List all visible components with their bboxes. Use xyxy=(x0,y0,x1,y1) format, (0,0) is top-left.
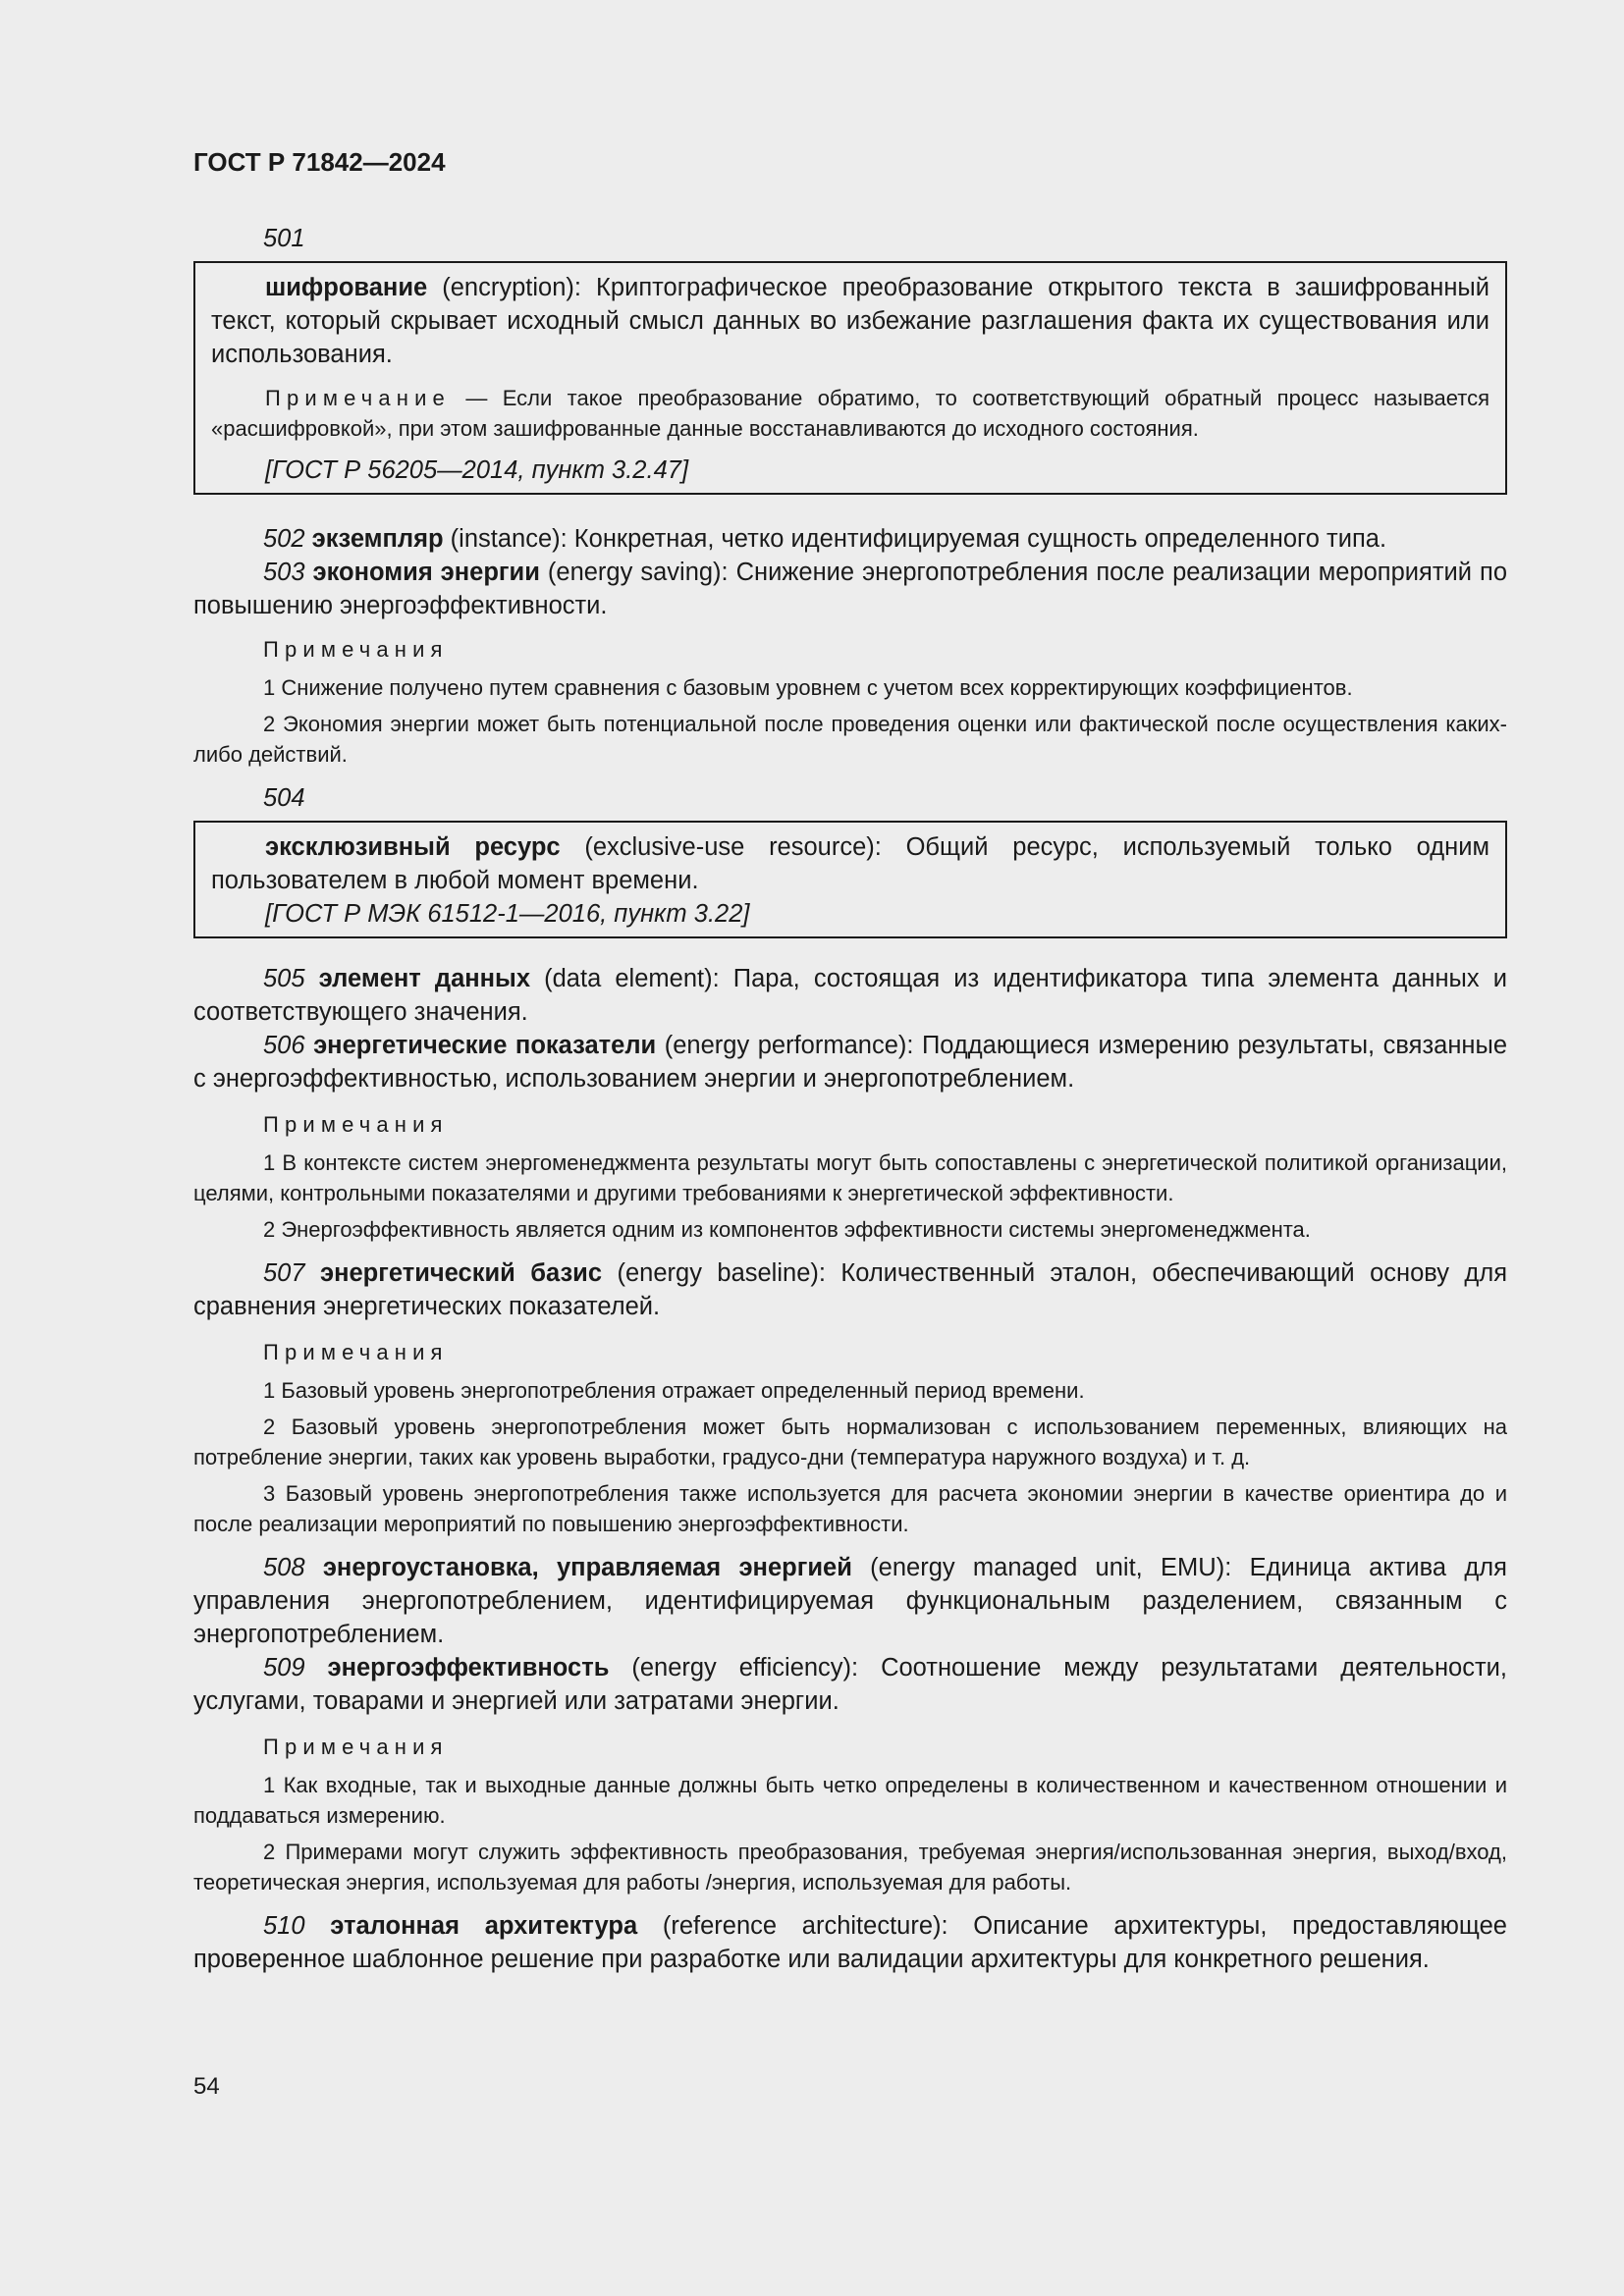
definition-503 xyxy=(193,556,1507,622)
notes-title-509: Примечания xyxy=(263,1735,449,1759)
note-506-2: 2 Энергоэффективность является одним из компонентов эффективности системы энергоменеджмента. xyxy=(263,1217,1311,1242)
note-503-1: 1 Снижение получено путем сравнения с базовым уровнем с учетом всех корректирующих коэффициентов. xyxy=(263,675,1353,700)
definition-text-502: (instance): Конкретная, четко идентифицируемая сущность определенного типа. xyxy=(443,525,1387,553)
page-number: 54 xyxy=(193,2073,220,2100)
entry-number-501: 501 xyxy=(263,225,305,252)
definition-505 xyxy=(193,962,1507,1029)
definition-text-506: (energy performance): Поддающиеся измерению результаты, связанные с энергоэффективностью, использованием энергии и энергопотреблением. xyxy=(193,1032,1508,1093)
source-504: [ГОСТ Р МЭК 61512-1—2016, пункт 3.22] xyxy=(265,900,750,928)
note-501 xyxy=(211,383,1489,444)
note-503-2: 2 Экономия энергии может быть потенциальной после проведения оценки или фактической после осуществления каких-либо действий. xyxy=(193,712,1507,767)
boxed-definition-501 xyxy=(193,261,1507,495)
definition-509 xyxy=(193,1651,1507,1718)
term-502: экземпляр xyxy=(311,525,444,553)
note-507-1: 1 Базовый уровень энергопотребления отражает определенный период времени. xyxy=(263,1378,1085,1403)
entry-number-503: 503 xyxy=(263,559,305,586)
definition-text-508: (energy managed unit, EMU): Единица актива для управления энергопотреблением, идентифицируемая функциональным разделением, связанным с энергопотреблением. xyxy=(193,1554,1507,1648)
definition-508 xyxy=(193,1551,1507,1651)
term-510: эталонная архитектура xyxy=(330,1912,638,1940)
definition-507 xyxy=(193,1256,1507,1323)
definition-504 xyxy=(211,830,1489,897)
document-body xyxy=(193,222,1507,1976)
term-508: энергоустановка, управляемая энергией xyxy=(322,1554,852,1581)
note-text-501: — Если такое преобразование обратимо, то соответствующий обратный процесс называется «расшифровкой», при этом зашифрованные данные восстанавливаются до исходного состояния. xyxy=(211,386,1489,441)
definition-506 xyxy=(193,1029,1507,1095)
notes-title-506: Примечания xyxy=(263,1112,449,1137)
entry-number-508: 508 xyxy=(263,1554,305,1581)
note-507-2: 2 Базовый уровень энергопотребления может быть нормализован с использованием переменных, влияющих на потребление энергии, таких как уровень выработки, градусо-дни (температура наружного воздуха) и т. д. xyxy=(193,1415,1507,1469)
boxed-definition-504 xyxy=(193,821,1507,938)
definition-text-503: (energy saving): Снижение энергопотребления после реализации мероприятий по повышению энергоэффективности. xyxy=(193,559,1507,619)
term-507: энергетический базис xyxy=(320,1259,603,1287)
definition-510 xyxy=(193,1909,1507,1976)
notes-title-503: Примечания xyxy=(263,637,449,662)
definition-502 xyxy=(193,522,1507,556)
note-507-3: 3 Базовый уровень энергопотребления также используется для расчета экономии энергии в качестве ориентира до и после реализации мероприятий по повышению энергоэффективности. xyxy=(193,1481,1507,1536)
note-509-1: 1 Как входные, так и выходные данные должны быть четко определены в количественном и качественном отношении и поддаваться измерению. xyxy=(193,1773,1507,1828)
note-506-1: 1 В контексте систем энергоменеджмента результаты могут быть сопоставлены с энергетической политикой организации, целями, контрольными показателями и другими требованиями к энергетической эффективности. xyxy=(193,1150,1507,1205)
term-505: элемент данных xyxy=(318,965,531,992)
definition-text-504: (exclusive-use resource): Общий ресурс, используемый только одним пользователем в любой момент времени. xyxy=(211,833,1490,894)
definition-text-501: (encryption): Криптографическое преобразование открытого текста в зашифрованный текст, который скрывает исходный смысл данных во избежание разглашения факта их существования или использования. xyxy=(211,274,1489,368)
entry-number-510: 510 xyxy=(263,1912,305,1940)
entry-number-506: 506 xyxy=(263,1032,305,1059)
entry-number-504: 504 xyxy=(263,784,305,812)
entry-number-505: 505 xyxy=(263,965,305,992)
entry-number-502: 502 xyxy=(263,525,305,553)
definition-text-510: (reference architecture): Описание архитектуры, предоставляющее проверенное шаблонное решение при разработке или валидации архитектуры для конкретного решения. xyxy=(193,1912,1507,1973)
term-504: эксклюзивный ресурс xyxy=(265,833,561,861)
term-503: экономия энергии xyxy=(312,559,540,586)
entry-number-509: 509 xyxy=(263,1654,305,1682)
definition-text-509: (energy efficiency): Соотношение между результатами деятельности, услугами, товарами и энергией или затратами энергии. xyxy=(193,1654,1507,1715)
entry-number-507: 507 xyxy=(263,1259,305,1287)
note-509-2: 2 Примерами могут служить эффективность преобразования, требуемая энергия/использованная энергия, выход/вход, теоретическая энергия, используемая для работы /энергия, используемая для работы. xyxy=(193,1840,1507,1895)
term-501: шифрование xyxy=(265,274,428,301)
term-509: энергоэффективность xyxy=(327,1654,610,1682)
definition-text-505: (data element): Пара, состоящая из идентификатора типа элемента данных и соответствующего значения. xyxy=(193,965,1507,1026)
document-header: ГОСТ Р 71842—2024 xyxy=(193,147,446,177)
source-501: [ГОСТ Р 56205—2014, пункт 3.2.47] xyxy=(265,456,689,484)
note-label-501: Примечание xyxy=(265,386,451,410)
notes-title-507: Примечания xyxy=(263,1340,449,1364)
term-506: энергетические показатели xyxy=(313,1032,657,1059)
definition-501 xyxy=(211,271,1489,371)
definition-text-507: (energy baseline): Количественный эталон, обеспечивающий основу для сравнения энергетических показателей. xyxy=(193,1259,1508,1320)
